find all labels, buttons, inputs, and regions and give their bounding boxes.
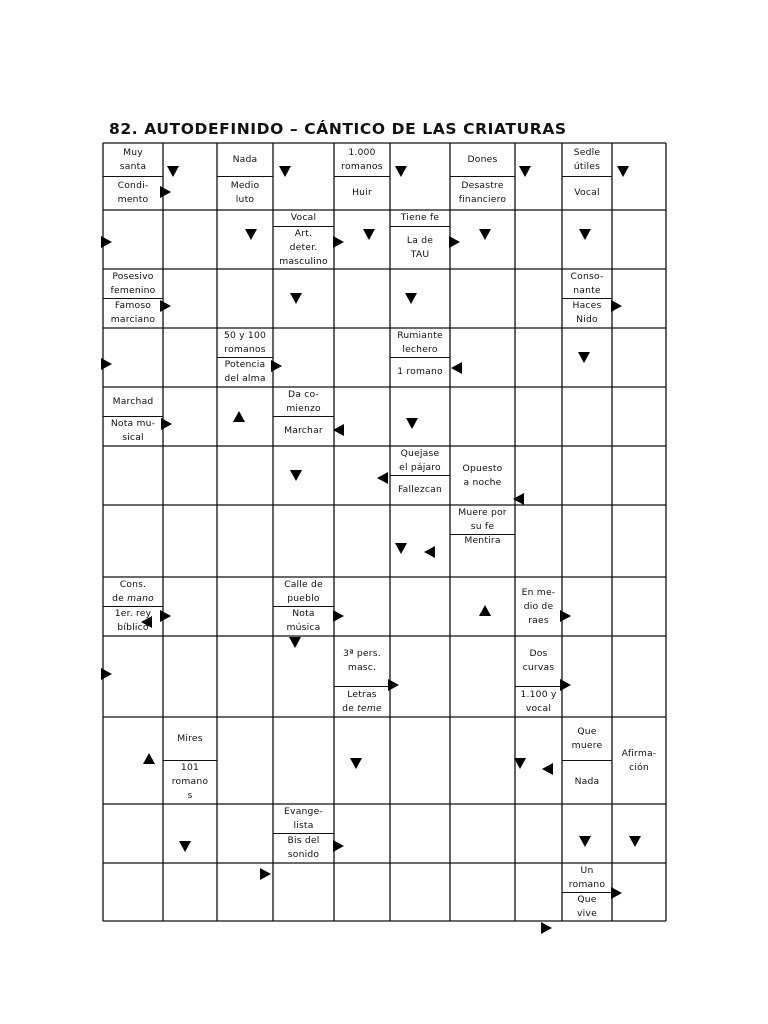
clue-line: deter. [289, 242, 318, 253]
arrow-right-icon [101, 358, 112, 370]
clue-line: Dos [529, 648, 548, 659]
clue-cell [390, 329, 450, 357]
arrow-left-icon [542, 763, 553, 775]
clue-line: vocal [525, 703, 552, 714]
clue-cell [217, 179, 273, 207]
clue-cell [273, 424, 334, 438]
clue-line: sonido [287, 849, 320, 860]
arrow-right-icon [333, 236, 344, 248]
clue-line: 1.100 y [520, 689, 557, 700]
clue-cell [390, 211, 450, 225]
arrow-down-icon [245, 229, 257, 240]
clue-line: Calle de [284, 579, 323, 590]
clue-line: Muere por [458, 507, 507, 518]
arrow-down-icon [289, 637, 301, 648]
clue-divider [390, 226, 450, 227]
clue-line: 1.000 [348, 147, 376, 158]
clue-line: muere [571, 740, 603, 751]
clue-cell [334, 647, 390, 675]
clue-cell [217, 153, 273, 167]
clue-line: Medio [230, 180, 260, 191]
clue-divider [217, 176, 273, 177]
clue-cell [334, 146, 390, 174]
clue-cell [217, 358, 273, 386]
clue-line: 101 [180, 762, 200, 773]
clue-line: Nota mu- [110, 418, 156, 429]
arrow-down-icon [179, 841, 191, 852]
clue-line: Nido [576, 314, 598, 325]
clue-divider [163, 760, 217, 761]
clue-cell [390, 483, 450, 497]
clue-cell [163, 761, 217, 803]
clue-line: Opuesto [462, 463, 503, 474]
clue-line: ción [629, 762, 649, 773]
arrow-right-icon [560, 610, 571, 622]
clue-cell [334, 186, 390, 200]
arrow-right-icon [160, 186, 171, 198]
clue-line: Que [577, 726, 597, 737]
clue-line: del alma [224, 373, 266, 384]
clue-line: Sedle [573, 147, 601, 158]
clue-line: lista [293, 820, 314, 831]
arrow-right-icon [611, 887, 622, 899]
clue-divider [390, 475, 450, 476]
clue-line: bíblico [117, 622, 149, 633]
clue-line: Marchar [284, 425, 323, 436]
clue-divider [562, 892, 612, 893]
arrow-down-icon [279, 166, 291, 177]
clue-cell [273, 388, 334, 416]
arrow-down-icon [479, 229, 491, 240]
clue-line: romano [171, 776, 209, 787]
clue-line: Tiene fe [400, 212, 440, 223]
arrow-right-icon [160, 610, 171, 622]
clue-line: santa [119, 161, 147, 172]
arrow-up-icon [143, 753, 155, 764]
clue-divider [103, 416, 163, 417]
clue-line: Evange- [284, 806, 323, 817]
arrow-left-icon [333, 424, 344, 436]
clue-line: sical [122, 432, 144, 443]
clue-line: Potencia [224, 359, 266, 370]
clue-line: Mentira [464, 535, 501, 546]
arrow-down-icon [617, 166, 629, 177]
clue-line: romanos [224, 344, 266, 355]
arrow-left-icon [451, 362, 462, 374]
arrow-down-icon [629, 836, 641, 847]
clue-cell [612, 747, 666, 775]
clue-cell [515, 586, 562, 628]
arrow-right-icon [541, 922, 552, 934]
clue-cell [562, 775, 612, 789]
arrow-down-icon [290, 293, 302, 304]
arrow-down-icon [579, 229, 591, 240]
clue-cell [562, 186, 612, 200]
clue-cell [103, 299, 163, 327]
arrow-down-icon [578, 352, 590, 363]
arrow-down-icon [167, 166, 179, 177]
clue-line: su fe [470, 521, 495, 532]
clue-cell [103, 578, 163, 606]
clue-line: romanos [341, 161, 383, 172]
clue-line: de teme [342, 703, 382, 714]
clue-line: 3ª pers. [343, 648, 381, 659]
arrow-right-icon [101, 668, 112, 680]
arrow-left-icon [424, 546, 435, 558]
page-title: 82. AUTODEFINIDO – CÁNTICO DE LAS CRIATURAS [109, 120, 567, 138]
clue-line: lechero [402, 344, 438, 355]
arrow-right-icon [449, 236, 460, 248]
clue-line: 1 romano [397, 366, 443, 377]
arrow-left-icon [141, 616, 152, 628]
clue-cell [103, 179, 163, 207]
clue-cell [163, 732, 217, 746]
arrow-up-icon [479, 605, 491, 616]
clue-cell [103, 607, 163, 635]
clue-line: Haces [572, 300, 602, 311]
clue-line: 50 y 100 [223, 330, 267, 341]
clue-line: Mires [177, 733, 203, 744]
clue-cell [273, 607, 334, 635]
arrow-down-icon [363, 229, 375, 240]
clue-line: Nada [232, 154, 258, 165]
clue-line: Vocal [574, 187, 600, 198]
clue-line: La de [406, 235, 434, 246]
clue-divider [103, 176, 163, 177]
arrow-right-icon [333, 840, 344, 852]
clue-line: curvas [522, 662, 555, 673]
clue-line: Condi- [117, 180, 149, 191]
clue-line: Fallezcan [398, 484, 442, 495]
clue-cell [562, 864, 612, 892]
clue-cell [562, 270, 612, 298]
arrow-right-icon [560, 679, 571, 691]
clue-divider [334, 176, 390, 177]
clue-divider [273, 226, 334, 227]
clue-cell [450, 462, 515, 490]
clue-line: Muy [123, 147, 143, 158]
clue-line: Dones [467, 154, 498, 165]
clue-cell [450, 179, 515, 207]
clue-cell [334, 688, 390, 716]
clue-cell [103, 395, 163, 409]
clue-line: Vocal [290, 212, 317, 223]
clue-line: Art. [294, 228, 313, 239]
clue-cell [273, 227, 334, 269]
clue-cell [562, 725, 612, 753]
clue-line: Letras [347, 689, 377, 700]
clue-divider [273, 833, 334, 834]
clue-line: mento [117, 194, 149, 205]
clue-cell [562, 893, 612, 921]
arrow-right-icon [161, 418, 172, 430]
clue-line: Nada [574, 776, 600, 787]
clue-cell [103, 270, 163, 298]
arrow-down-icon [406, 418, 418, 429]
arrow-down-icon [519, 166, 531, 177]
arrow-down-icon [350, 758, 362, 769]
clue-line: nante [573, 285, 601, 296]
clue-cell [273, 211, 334, 225]
clue-cell [273, 578, 334, 606]
clue-line: música [286, 622, 321, 633]
arrow-down-icon [579, 836, 591, 847]
clue-line: financiero [458, 194, 507, 205]
arrow-right-icon [611, 300, 622, 312]
arrow-left-icon [377, 472, 388, 484]
clue-line: de mano [112, 593, 154, 604]
clue-cell [273, 834, 334, 862]
arrow-right-icon [160, 300, 171, 312]
clue-divider [390, 357, 450, 358]
clue-line: luto [235, 194, 255, 205]
clue-divider [562, 760, 612, 761]
clue-cell [562, 299, 612, 327]
clue-line: Que [577, 894, 597, 905]
arrow-down-icon [290, 470, 302, 481]
clue-line: Bis del [287, 835, 320, 846]
clue-line: dio de [523, 601, 554, 612]
clue-divider [334, 686, 390, 687]
clue-cell [515, 647, 562, 675]
clue-cell [450, 506, 515, 534]
clue-divider [217, 357, 273, 358]
arrow-left-icon [513, 493, 524, 505]
arrow-up-icon [233, 411, 245, 422]
clue-line: 1er. rey [114, 608, 152, 619]
clue-line: mienzo [286, 403, 321, 414]
arrow-right-icon [333, 610, 344, 622]
arrow-right-icon [388, 679, 399, 691]
clue-cell [390, 365, 450, 379]
arrow-down-icon [395, 166, 407, 177]
clue-line: Cons. [119, 579, 147, 590]
clue-line: raes [528, 615, 549, 626]
clue-line: Marchad [112, 396, 154, 407]
arrow-right-icon [260, 868, 271, 880]
clue-line: vive [577, 908, 597, 919]
clue-cell [103, 417, 163, 445]
clue-line: TAU [410, 249, 430, 260]
clue-divider [515, 686, 562, 687]
clue-cell [390, 234, 450, 262]
clue-line: Afirma- [621, 748, 657, 759]
clue-cell [562, 146, 612, 174]
clue-line: Huir [352, 187, 372, 198]
clue-line: a noche [463, 477, 502, 488]
clue-line: Desastre [461, 180, 504, 191]
clue-divider [103, 298, 163, 299]
clue-divider [273, 416, 334, 417]
clue-line: Rumiante [397, 330, 443, 341]
clue-line: romano [568, 879, 606, 890]
clue-line: Conso- [570, 271, 604, 282]
clue-line: Quejase [400, 448, 440, 459]
clue-line: masculino [279, 256, 328, 267]
clue-cell [390, 447, 450, 475]
clue-line: femenino [110, 285, 156, 296]
clue-cell [217, 329, 273, 357]
arrow-down-icon [405, 293, 417, 304]
clue-cell [103, 146, 163, 174]
clue-divider [450, 176, 515, 177]
clue-cell [515, 688, 562, 716]
clue-line: Famoso [114, 300, 152, 311]
arrow-right-icon [101, 236, 112, 248]
clue-line: masc. [347, 662, 377, 673]
clue-line: En me- [521, 587, 556, 598]
clue-line: marciano [110, 314, 156, 325]
arrow-right-icon [271, 360, 282, 372]
clue-divider [562, 176, 612, 177]
clue-line: útiles [573, 161, 601, 172]
clue-line: el pájaro [399, 462, 441, 473]
clue-line: Nota [292, 608, 315, 619]
clue-cell [450, 534, 515, 548]
clue-cell [273, 805, 334, 833]
clue-divider [273, 606, 334, 607]
arrow-down-icon [395, 543, 407, 554]
clue-cell [450, 153, 515, 167]
clue-line: Posesivo [112, 271, 154, 282]
clue-line: s [187, 790, 193, 801]
arrow-down-icon [514, 758, 526, 769]
clue-line: Un [580, 865, 594, 876]
clue-line: pueblo [287, 593, 320, 604]
clue-divider [103, 606, 163, 607]
clue-divider [450, 534, 515, 535]
clue-divider [562, 298, 612, 299]
clue-line: Da co- [288, 389, 319, 400]
